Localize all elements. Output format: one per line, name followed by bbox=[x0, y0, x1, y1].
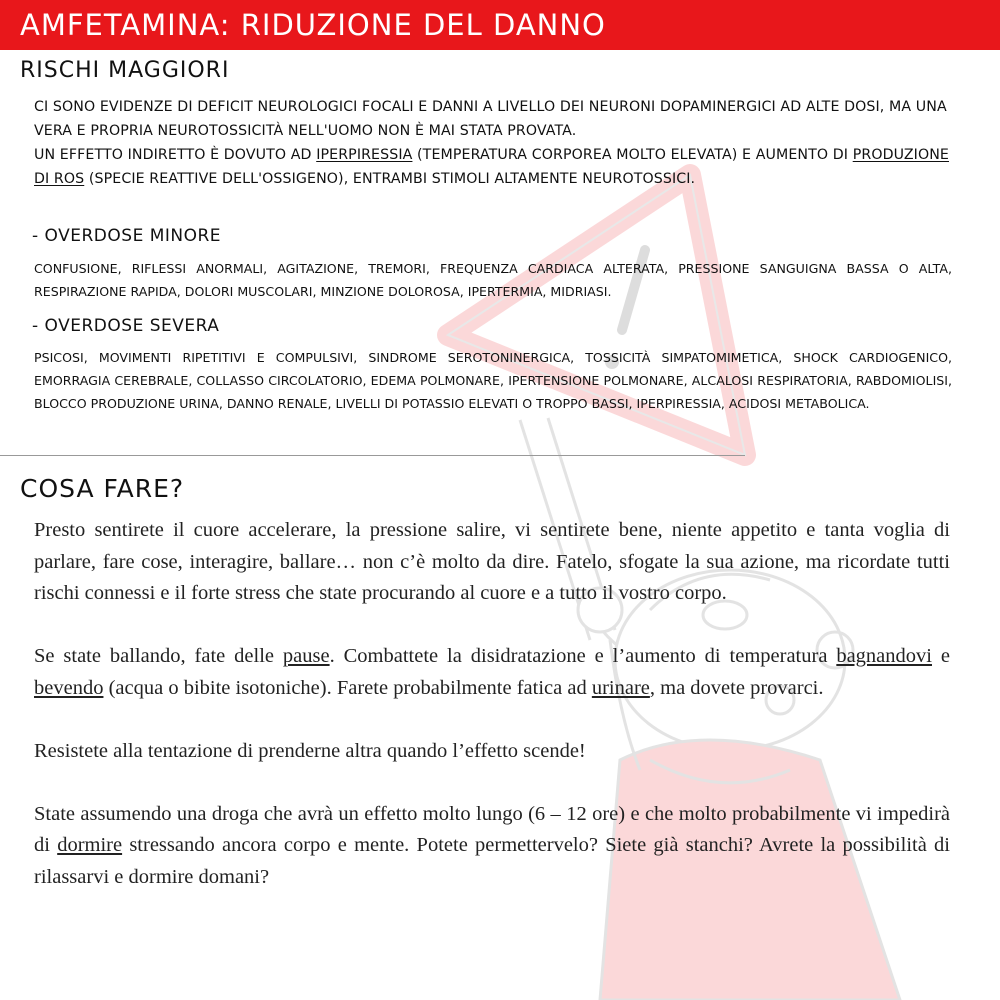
header-bar bbox=[0, 0, 1000, 50]
overdose-severa-list: PSICOSI, MOVIMENTI RIPETITIVI E COMPULSIVI, SINDROME SEROTONINERGICA, TOSSICITÀ SIMPATOMIMETICA, SHOCK CARDIOGENICO, EMORRAGIA CEREBRALE, COLLASSO CIRCOLATORIO, EDEMA POLMONARE, IPERTENSIONE POLMONARE, ALCALOSI RESPIRATORIA, RABDOMIOLISI, BLOCCO PRODUZIONE URINA, DANNO RENALE, LIVELLI DI POTASSIO ELEVATI O TROPPO BASSI, IPERPIRESSIA, ACIDOSI METABOLICA. bbox=[34, 350, 952, 411]
section-title-cosa-fare: COSA FARE? bbox=[20, 474, 185, 503]
section-divider bbox=[0, 455, 745, 456]
cosa-fare-body bbox=[34, 515, 950, 925]
rischi-paragraph-1: CI SONO EVIDENZE DI DEFICIT NEUROLOGICI FOCALI E DANNI A LIVELLO DEI NEURONI DOPAMINERGICI AD ALTE DOSI, MA UNA VERA E PROPRIA NEUROTOSSICITÀ NELL'UOMO NON È MAI STATA PROVATA. bbox=[34, 99, 947, 139]
underlined-term: bagnandovi bbox=[836, 645, 932, 667]
page-title: AMFETAMINA: RIDUZIONE DEL DANNO bbox=[20, 8, 606, 42]
underlined-term: bevendo bbox=[34, 676, 104, 699]
underlined-term: pause bbox=[282, 645, 330, 667]
overdose-minore-title: - OVERDOSE MINORE bbox=[32, 226, 222, 246]
overdose-minore-list: CONFUSIONE, RIFLESSI ANORMALI, AGITAZIONE, TREMORI, FREQUENZA CARDIACA ALTERATA, PRESSIONE SANGUIGNA BASSA O ALTA, RESPIRAZIONE RAPIDA, DOLORI MUSCOLARI, MINZIONE DOLOROSA, IPERTERMIA, MIDRIASI. bbox=[34, 261, 952, 299]
section-title-rischi: RISCHI MAGGIORI bbox=[20, 58, 230, 83]
underlined-term: urinare bbox=[591, 676, 650, 699]
cosa-fare-paragraph-4: State assumendo una droga che avrà un effetto molto lungo (6 – 12 ore) e che molto probabilmente vi impedirà di dormire stressando ancora corpo e mente. Potete permettervelo? Siete già stanchi? Avrete la possibilità di rilassarvi e dormire domani? bbox=[34, 802, 950, 888]
cosa-fare-paragraph-2: Se state ballando, fate delle pause. Combattete la disidratazione e l’aumento di temperatura bagnandovi e bevendo (acqua o bibite isotoniche). Farete probabilmente fatica ad urinare, ma dovete provarci. bbox=[34, 645, 950, 699]
rischi-paragraph-2: UN EFFETTO INDIRETTO È DOVUTO AD IPERPIRESSIA (TEMPERATURA CORPOREA MOLTO ELEVATA) E AUMENTO DI PRODUZIONE DI ROS (SPECIE REATTIVE DELL'OSSIGENO), ENTRAMBI STIMOLI ALTAMENTE NEUROTOSSICI. bbox=[34, 147, 949, 187]
underlined-term: dormire bbox=[57, 834, 123, 856]
cosa-fare-paragraph-1: Presto sentirete il cuore accelerare, la pressione salire, vi sentirete bene, niente appetito e tanta voglia di parlare, fare cose, interagire, ballare… non c’è molto da dire. Fatelo, sfogate la sua azione, ma ricordate tutti rischi connessi e il forte stress che state procurando al cuore e a tutto il vostro corpo. bbox=[34, 519, 950, 604]
underlined-term: PRODUZIONE DI ROS bbox=[34, 147, 949, 187]
rischi-body bbox=[34, 95, 954, 191]
underlined-term: IPERPIRESSIA bbox=[316, 147, 413, 163]
cosa-fare-paragraph-3: Resistete alla tentazione di prenderne altra quando l’effetto scende! bbox=[34, 739, 586, 762]
overdose-severa-title: - OVERDOSE SEVERA bbox=[32, 316, 220, 336]
